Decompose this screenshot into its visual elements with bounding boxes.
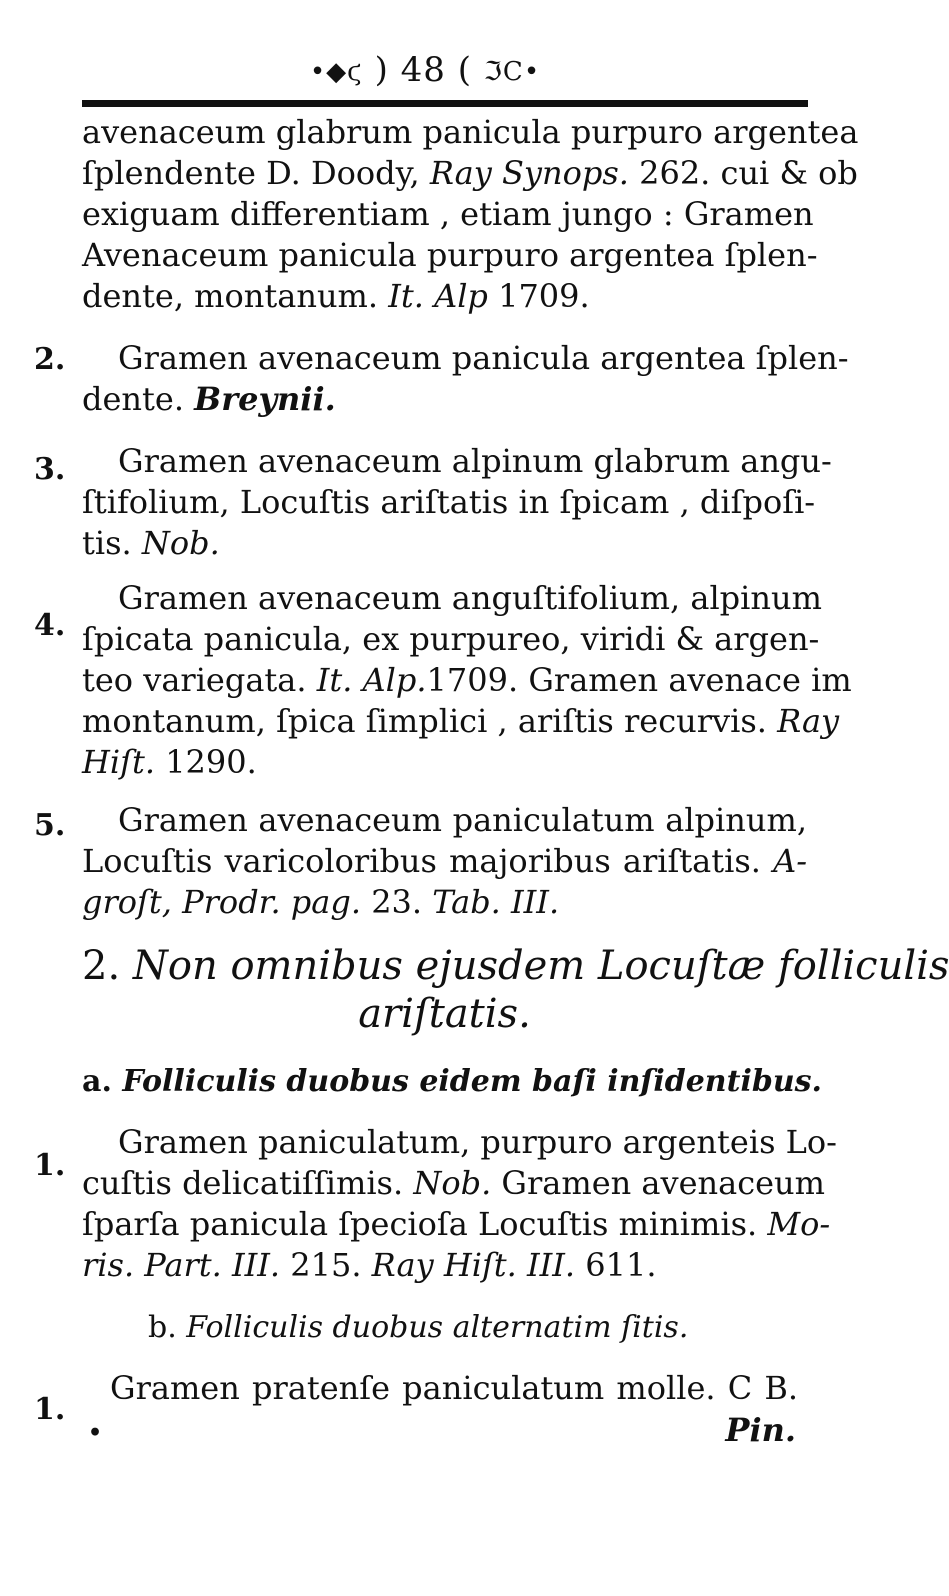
text-line: montanum, ſpica ſimplici , ariſtis recurvis. Ray	[82, 702, 840, 740]
text-line: ſplendente D. Doody, Ray Synops. 262. cui & ob	[82, 154, 858, 192]
entry-number: 1.	[34, 1148, 66, 1183]
text-line: Gramen avenaceum alpinum glabrum angu-	[118, 442, 832, 480]
section-number: 2.	[82, 943, 121, 989]
text-line: Gramen avenaceum panicula argentea ſplen-	[118, 339, 849, 377]
text-line: Pin.	[725, 1411, 796, 1449]
text-line: ſparſa panicula ſpecioſa Locuſtis minimis. Mo-	[82, 1205, 831, 1243]
entry-number: 3.	[34, 452, 66, 487]
text-line: ſtifolium, Locuſtis ariſtatis in ſpicam , diſpoſi-	[82, 483, 816, 521]
text-line: Gramen avenaceum paniculatum alpinum,	[118, 801, 807, 839]
entry-number: 1.	[34, 1392, 66, 1427]
right-ornament: ℑϹ•	[483, 57, 541, 87]
text-line: Gramen paniculatum, purpuro argenteis Lo-	[118, 1123, 837, 1161]
text-line: tis. Nob.	[82, 524, 220, 562]
text-line: dente. Breynii.	[82, 380, 336, 418]
subsection-heading: a. Folliculis duobus eidem baſi inſidentibus.	[82, 1064, 822, 1099]
section-heading-cont: ariſtatis.	[358, 991, 531, 1037]
header-rule	[82, 100, 808, 107]
text-line: dente, montanum. It. Alp 1709.	[82, 277, 590, 315]
text-line: Locuſtis varicoloribus majoribus ariſtatis. A-	[82, 842, 807, 880]
page-number: ) 48 (	[374, 50, 472, 90]
entry-number: 5.	[34, 808, 66, 843]
text-line: Gramen avenaceum anguſtifolium, alpinum	[118, 579, 822, 617]
text-line: groſt, Prodr. pag. 23. Tab. III.	[82, 883, 560, 921]
text-line: Hiſt. 1290.	[82, 743, 257, 781]
text-line: avenaceum glabrum panicula purpuro argentea	[82, 113, 859, 151]
entry-number: 2.	[34, 342, 66, 377]
left-ornament: •◆ϛ	[309, 57, 363, 87]
text-line: Avenaceum panicula purpuro argentea ſplen-	[82, 236, 818, 274]
text-line: Gramen pratenſe paniculatum molle. C B.	[110, 1369, 798, 1407]
text-line: ſpicata panicula, ex purpureo, viridi & argen-	[82, 620, 820, 658]
section-heading: 2. Non omnibus ejusdem Locuſtæ folliculis	[82, 943, 949, 989]
text-line: cuſtis delicatiſſimis. Nob. Gramen avenaceum	[82, 1164, 825, 1202]
subsection-heading: b. Folliculis duobus alternatim ſitis.	[148, 1310, 689, 1345]
text-line: teo variegata. It. Alp.1709. Gramen avenace im	[82, 661, 852, 699]
ink-mark: •	[88, 1420, 103, 1446]
text-line: exiguam differentiam , etiam jungo : Gramen	[82, 195, 814, 233]
page-header	[0, 50, 850, 90]
text-line: ris. Part. III. 215. Ray Hiſt. III. 611.	[82, 1246, 657, 1284]
entry-number: 4.	[34, 608, 66, 643]
